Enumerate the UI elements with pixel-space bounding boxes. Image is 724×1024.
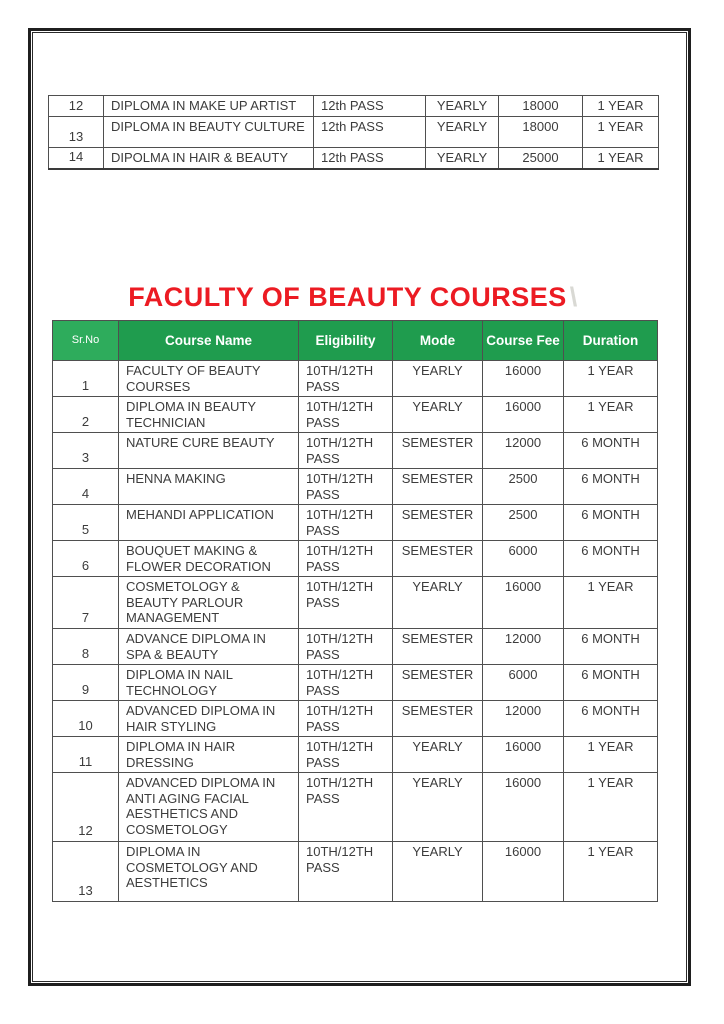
eligibility: 12th PASS xyxy=(314,117,426,148)
eligibility: 10TH/12TH PASS xyxy=(299,541,393,577)
duration: 1 YEAR xyxy=(564,397,658,433)
course-name: FACULTY OF BEAUTY COURSES xyxy=(119,361,299,397)
duration: 1 YEAR xyxy=(564,577,658,629)
sr-number: 3 xyxy=(53,433,119,469)
table-row xyxy=(49,148,659,169)
eligibility: 10TH/12TH PASS xyxy=(299,737,393,773)
course-name: NATURE CURE BEAUTY xyxy=(119,433,299,469)
duration: 6 MONTH xyxy=(564,629,658,665)
duration: 1 YEAR xyxy=(583,96,659,117)
duration: 6 MONTH xyxy=(564,701,658,737)
table-row xyxy=(53,397,658,433)
table-row xyxy=(53,701,658,737)
course-fee: 18000 xyxy=(499,117,583,148)
table-header-row xyxy=(53,321,658,361)
course-fee: 16000 xyxy=(483,577,564,629)
course-fee: 12000 xyxy=(483,629,564,665)
sr-number: 13 xyxy=(53,842,119,902)
sr-number: 1 xyxy=(53,361,119,397)
header-course-name: Course Name xyxy=(119,321,299,361)
mode: YEARLY xyxy=(393,361,483,397)
beauty-courses-table-body xyxy=(53,361,658,902)
eligibility: 12th PASS xyxy=(314,96,426,117)
course-name: HENNA MAKING xyxy=(119,469,299,505)
table-row xyxy=(49,117,659,148)
duration: 6 MONTH xyxy=(564,469,658,505)
table-row xyxy=(53,433,658,469)
duration: 1 YEAR xyxy=(583,148,659,169)
sr-number: 7 xyxy=(53,577,119,629)
course-name: DIPLOMA IN NAIL TECHNOLOGY xyxy=(119,665,299,701)
course-name: DIPLOMA IN MAKE UP ARTIST xyxy=(104,96,314,117)
duration: 1 YEAR xyxy=(564,773,658,842)
table-row xyxy=(53,629,658,665)
course-fee: 2500 xyxy=(483,505,564,541)
course-fee: 12000 xyxy=(483,701,564,737)
sr-number: 12 xyxy=(53,773,119,842)
header-sr-no: Sr.No xyxy=(53,321,119,361)
course-name: ADVANCE DIPLOMA IN SPA & BEAUTY xyxy=(119,629,299,665)
eligibility: 10TH/12TH PASS xyxy=(299,577,393,629)
course-fee: 6000 xyxy=(483,541,564,577)
eligibility: 10TH/12TH PASS xyxy=(299,665,393,701)
course-fee: 16000 xyxy=(483,397,564,433)
scan-artifact-mark: \ xyxy=(569,282,578,312)
eligibility: 10TH/12TH PASS xyxy=(299,397,393,433)
sr-number: 4 xyxy=(53,469,119,505)
course-name: ADVANCED DIPLOMA IN HAIR STYLING xyxy=(119,701,299,737)
duration: 1 YEAR xyxy=(564,842,658,902)
course-fee: 16000 xyxy=(483,361,564,397)
previous-courses-table xyxy=(48,95,659,170)
duration: 6 MONTH xyxy=(564,541,658,577)
sr-number: 12 xyxy=(49,96,104,117)
duration: 6 MONTH xyxy=(564,505,658,541)
table-row xyxy=(53,842,658,902)
course-fee: 18000 xyxy=(499,96,583,117)
eligibility: 12th PASS xyxy=(314,148,426,169)
course-name: ADVANCED DIPLOMA IN ANTI AGING FACIAL AESTHETICS AND COSMETOLOGY xyxy=(119,773,299,842)
table-row xyxy=(53,737,658,773)
table-row xyxy=(53,361,658,397)
table-row xyxy=(49,96,659,117)
mode: SEMESTER xyxy=(393,665,483,701)
table-row xyxy=(53,469,658,505)
eligibility: 10TH/12TH PASS xyxy=(299,505,393,541)
sr-number: 8 xyxy=(53,629,119,665)
course-fee: 2500 xyxy=(483,469,564,505)
course-name: DIPLOMA IN BEAUTY CULTURE xyxy=(104,117,314,148)
mode: SEMESTER xyxy=(393,505,483,541)
course-name: DIPOLMA IN HAIR & BEAUTY xyxy=(104,148,314,169)
course-fee: 12000 xyxy=(483,433,564,469)
duration: 6 MONTH xyxy=(564,433,658,469)
header-mode: Mode xyxy=(393,321,483,361)
header-duration: Duration xyxy=(564,321,658,361)
mode: SEMESTER xyxy=(393,469,483,505)
mode: YEARLY xyxy=(426,148,499,169)
table-row xyxy=(53,577,658,629)
eligibility: 10TH/12TH PASS xyxy=(299,842,393,902)
mode: SEMESTER xyxy=(393,433,483,469)
sr-number: 10 xyxy=(53,701,119,737)
duration: 1 YEAR xyxy=(564,737,658,773)
mode: SEMESTER xyxy=(393,541,483,577)
header-eligibility: Eligibility xyxy=(299,321,393,361)
eligibility: 10TH/12TH PASS xyxy=(299,773,393,842)
course-fee: 16000 xyxy=(483,773,564,842)
course-fee: 16000 xyxy=(483,737,564,773)
mode: YEARLY xyxy=(426,117,499,148)
course-fee: 25000 xyxy=(499,148,583,169)
table-row xyxy=(53,665,658,701)
sr-number: 6 xyxy=(53,541,119,577)
eligibility: 10TH/12TH PASS xyxy=(299,469,393,505)
table-row xyxy=(53,541,658,577)
duration: 6 MONTH xyxy=(564,665,658,701)
header-course-fee: Course Fee xyxy=(483,321,564,361)
course-name: DIPLOMA IN COSMETOLOGY AND AESTHETICS xyxy=(119,842,299,902)
eligibility: 10TH/12TH PASS xyxy=(299,629,393,665)
sr-number: 9 xyxy=(53,665,119,701)
mode: YEARLY xyxy=(393,773,483,842)
eligibility: 10TH/12TH PASS xyxy=(299,701,393,737)
course-name: BOUQUET MAKING & FLOWER DECORATION xyxy=(119,541,299,577)
eligibility: 10TH/12TH PASS xyxy=(299,433,393,469)
course-fee: 16000 xyxy=(483,842,564,902)
sr-number: 5 xyxy=(53,505,119,541)
duration: 1 YEAR xyxy=(583,117,659,148)
course-fee: 6000 xyxy=(483,665,564,701)
sr-number: 13 xyxy=(49,117,104,148)
beauty-courses-table xyxy=(52,320,658,902)
course-name: COSMETOLOGY & BEAUTY PARLOUR MANAGEMENT xyxy=(119,577,299,629)
section-title-text: FACULTY OF BEAUTY COURSES xyxy=(128,282,567,312)
course-name: DIPLOMA IN HAIR DRESSING xyxy=(119,737,299,773)
sr-number: 11 xyxy=(53,737,119,773)
duration: 1 YEAR xyxy=(564,361,658,397)
mode: YEARLY xyxy=(393,397,483,433)
section-title xyxy=(48,282,658,313)
course-name: DIPLOMA IN BEAUTY TECHNICIAN xyxy=(119,397,299,433)
table-row xyxy=(53,505,658,541)
mode: YEARLY xyxy=(393,577,483,629)
mode: SEMESTER xyxy=(393,701,483,737)
table-row xyxy=(53,773,658,842)
sr-number: 2 xyxy=(53,397,119,433)
mode: YEARLY xyxy=(426,96,499,117)
sr-number: 14 xyxy=(49,148,104,169)
eligibility: 10TH/12TH PASS xyxy=(299,361,393,397)
mode: SEMESTER xyxy=(393,629,483,665)
course-name: MEHANDI APPLICATION xyxy=(119,505,299,541)
mode: YEARLY xyxy=(393,737,483,773)
mode: YEARLY xyxy=(393,842,483,902)
